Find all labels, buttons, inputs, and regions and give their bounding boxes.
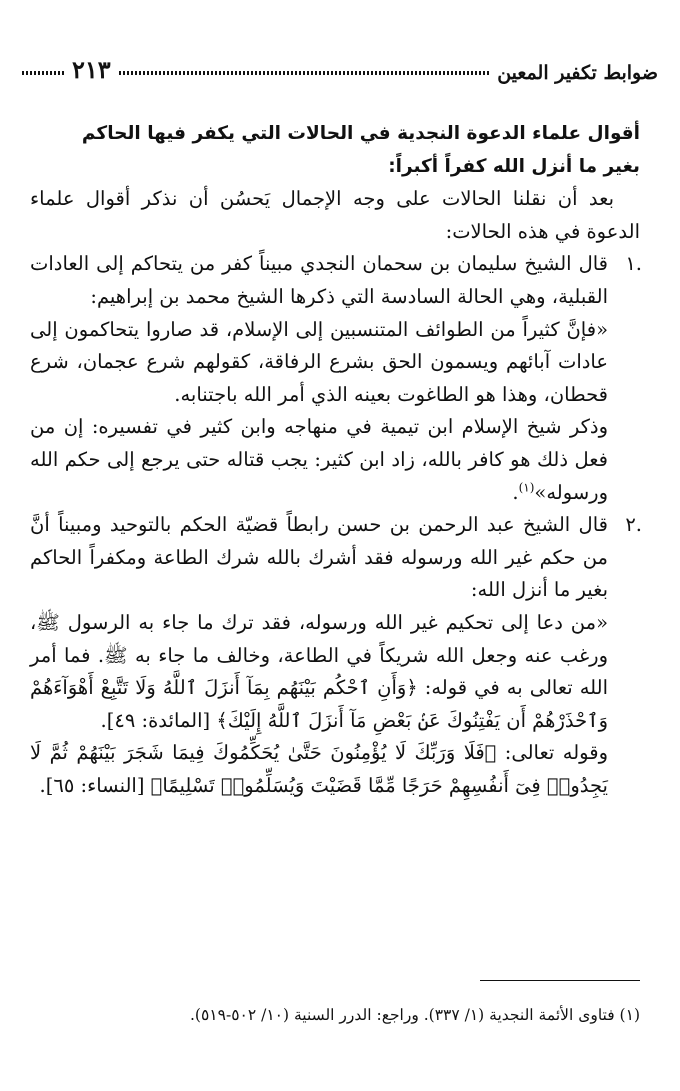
- intro-paragraph: بعد أن نقلنا الحالات على وجه الإجمال يَحسُن أن نذكر أقوال علماء الدعوة في هذه الحالات:: [30, 187, 640, 243]
- list-item: [30, 509, 640, 802]
- item-quote-continued: وذكر شيخ الإسلام ابن تيمية في منهاجه وابن كثير في تفسيره: إن من فعل ذلك هو كافر بالله، زاد ابن كثير: يجب قتاله حتى يرجع إلى حكم الله ورسوله»$^{(١)}$.: [30, 415, 608, 504]
- item-quote: «فإنَّ كثيراً من الطوائف المتنسبين إلى الإسلام، قد صاروا يتحاكمون إلى عادات آبائهم ويسمون الحق بشرع الرفاقة، كقولهم شرع عجمان، شرع قحطان، وهذا هو الطاغوت بعينه الذي أمر الله باجتنابه.: [30, 317, 608, 406]
- item-number: .٢: [625, 513, 642, 537]
- section-heading: [30, 118, 640, 183]
- header-dotted-rule: [119, 71, 490, 75]
- footnote: (١) فتاوى الأئمة النجدية (١/ ٣٣٧). وراجع: الدرر السنية (١٠/ ٥٠٢-٥١٩).: [189, 1006, 640, 1024]
- list-item: [30, 248, 640, 509]
- header-dotted-rule-end: [22, 71, 66, 75]
- item-quote: «من دعا إلى تحكيم غير الله ورسوله، فقد ترك ما جاء به الرسول ﷺ، ورغب عنه وجعل الله شريكاً في الطاعة، وخالف ما جاء به ﷺ. فما أمر الله تعالى به في قوله: ﴿وَأَنِ ٱحْكُم بَيْنَهُم بِمَآ أَنزَلَ ٱللَّهُ وَلَا تَتَّبِعْ أَهْوَآءَهُمْ وَٱحْذَرْهُمْ أَن يَفْتِنُوكَ عَنۢ بَعْضِ مَآ أَنزَلَ ٱللَّهُ إِلَيْكَ﴾ [المائدة: ٤٩].: [30, 610, 608, 732]
- main-text: [30, 118, 640, 802]
- footnote-reference: (١): [518, 480, 535, 495]
- item-quote-text: وذكر شيخ الإسلام ابن تيمية في منهاجه وابن كثير في تفسيره: إن من فعل ذلك هو كافر بالله، زاد ابن كثير: يجب قتاله حتى يرجع إلى حكم الله ورسوله»: [30, 415, 608, 504]
- item-number: .١: [625, 252, 642, 276]
- footnote-separator: [480, 980, 640, 981]
- item-text: قال الشيخ سليمان بن سحمان النجدي مبيناً كفر من يتحاكم إلى العادات القبلية، وهي الحالة السادسة التي ذكرها الشيخ محمد بن إبراهيم:: [30, 252, 608, 308]
- section-heading-line2: بغير ما أنزل الله كفراً أكبراً:: [388, 155, 640, 177]
- item-text: قال الشيخ عبد الرحمن بن حسن رابطاً قضيّة الحكم بالتوحيد ومبيناً أنَّ من حكم غير الله ورسوله فقد أشرك بالله شرك الطاعة ومكفراً الحاكم بغير ما أنزل الله:: [30, 513, 608, 602]
- running-title: ضوابط تكفير المعين: [497, 62, 658, 84]
- item-quote-continued: وقوله تعالى: ﴿فَلَا وَرَبِّكَ لَا يُؤْمِنُونَ حَتَّىٰ يُحَكِّمُوكَ فِيمَا شَجَرَ بَيْنَهُمْ ثُمَّ لَا يَجِدُوا۟ فِىٓ أَنفُسِهِمْ حَرَجًا مِّمَّا قَضَيْتَ وَيُسَلِّمُوا۟ تَسْلِيمًا﴾ [النساء: ٦٥].: [30, 741, 608, 797]
- page-number: ٢١٣: [72, 55, 111, 84]
- page-header: [22, 28, 658, 84]
- section-heading-line1: أقوال علماء الدعوة النجدية في الحالات التي يكفر فيها الحاكم: [81, 123, 640, 144]
